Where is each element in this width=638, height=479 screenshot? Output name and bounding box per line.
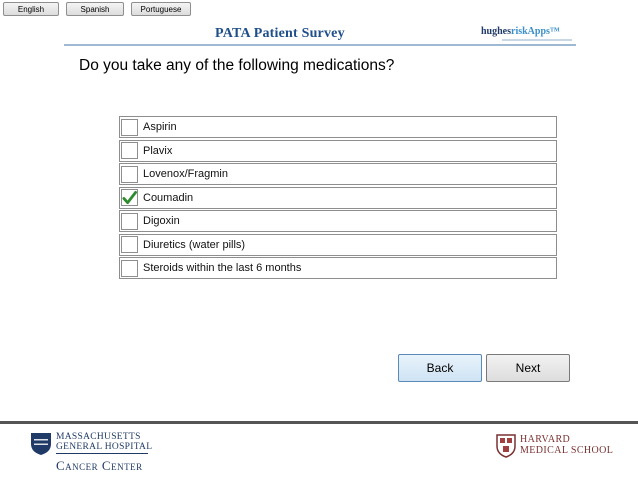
brand-tagline-decoration: [502, 39, 572, 41]
option-label: Steroids within the last 6 months: [143, 262, 302, 274]
cancer-center-label: Cancer Center: [56, 458, 143, 473]
option-plavix[interactable]: [119, 140, 557, 162]
option-coumadin[interactable]: [119, 187, 557, 209]
option-steroids[interactable]: [119, 257, 557, 279]
checkbox[interactable]: [121, 142, 138, 159]
option-lovenox-fragmin[interactable]: [119, 163, 557, 185]
checkbox[interactable]: [121, 166, 138, 183]
option-label: Plavix: [143, 144, 173, 157]
medication-options: [119, 116, 557, 281]
brand-logo: [481, 26, 560, 37]
hms-line2: MEDICAL SCHOOL: [520, 445, 614, 456]
checkbox[interactable]: [121, 236, 138, 253]
mgh-name: [56, 432, 152, 452]
header-divider: [64, 44, 576, 46]
footer-divider: [0, 421, 638, 424]
hms-name: [520, 434, 613, 456]
brand-part1: hughes: [481, 26, 512, 37]
option-aspirin[interactable]: [119, 116, 557, 138]
harvard-shield-icon: [496, 434, 516, 458]
option-diuretics[interactable]: [119, 234, 557, 256]
option-label: Diuretics (water pills): [143, 238, 246, 251]
next-button[interactable]: Next: [486, 354, 570, 382]
checkbox[interactable]: [121, 119, 138, 136]
option-digoxin[interactable]: [119, 210, 557, 232]
mgh-shield-icon: [30, 432, 52, 456]
checkbox[interactable]: [121, 189, 138, 206]
language-bar: [3, 2, 191, 16]
english-button[interactable]: English: [3, 2, 59, 16]
spanish-button[interactable]: Spanish: [66, 2, 124, 16]
mgh-line2: GENERAL HOSPITAL: [56, 442, 153, 452]
checkmark-icon: [122, 190, 137, 206]
option-label: Coumadin: [143, 191, 194, 204]
checkbox[interactable]: [121, 260, 138, 277]
portuguese-button[interactable]: Portuguese: [131, 2, 191, 16]
back-button[interactable]: Back: [398, 354, 482, 382]
option-label: Lovenox/Fragmin: [143, 168, 228, 180]
hms-line1: HARVARD: [520, 434, 571, 445]
option-label: Aspirin: [143, 121, 177, 133]
brand-part2: riskApps™: [511, 26, 560, 37]
checkbox[interactable]: [121, 213, 138, 230]
survey-title: PATA Patient Survey: [215, 26, 345, 41]
mgh-divider: [56, 453, 148, 454]
option-label: Digoxin: [143, 215, 180, 227]
question-text: Do you take any of the following medications?: [79, 57, 395, 74]
mgh-line1: MASSACHUSETTS: [56, 432, 141, 442]
